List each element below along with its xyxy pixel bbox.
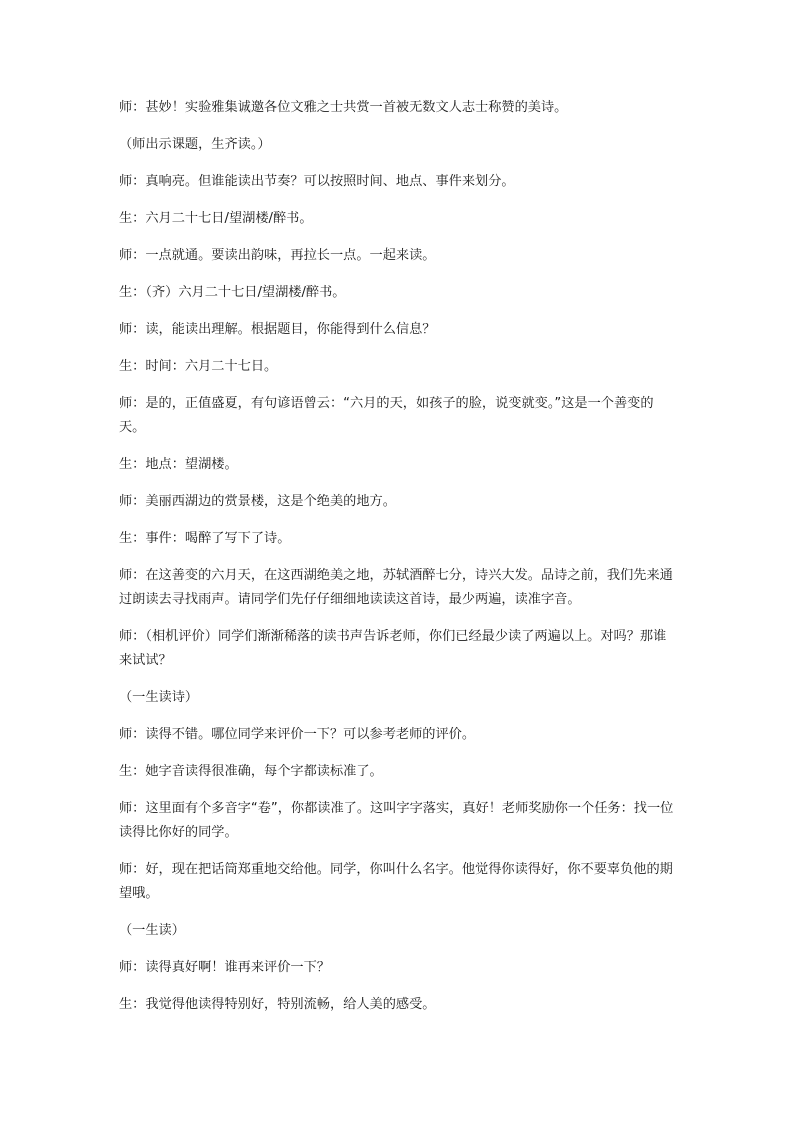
paragraph: （一生读诗） [119,690,199,705]
paragraph: 师：是的，正值盛夏，有句谚语曾云：“六月的天，如孩子的脸，说变就变。”这是一个善变的天。 [119,396,654,435]
paragraph: 生：六月二十七日/望湖楼/醉书。 [119,211,313,226]
paragraph: 师：读得真好啊！谁再来评价一下？ [119,960,330,975]
paragraph: 生：我觉得他读得特别好，特别流畅，给人美的感受。 [119,997,436,1012]
paragraph: （师出示课题，生齐读。） [119,137,271,152]
paragraph: 师：真响亮。但谁能读出节奏？可以按照时间、地点、事件来划分。 [119,174,515,189]
paragraph: 生：事件：喝醉了写下了诗。 [119,531,291,546]
paragraph: （一生读） [119,923,185,938]
document-body [119,96,679,1030]
paragraph: 师：（相机评价）同学们渐渐稀落的读书声告诉老师，你们已经最少读了两遍以上。对吗？那谁来试试？ [119,629,667,668]
paragraph: 师：一点就通。要读出韵味，再拉长一点。一起来读。 [119,248,436,263]
paragraph: 生：地点：望湖楼。 [119,457,238,472]
paragraph: 师：美丽西湖边的赏景楼，这是个绝美的地方。 [119,494,396,509]
paragraph: 师：在这善变的六月天，在这西湖绝美之地，苏轼酒醉七分，诗兴大发。品诗之前，我们先来通过朗读去寻找雨声。请同学们先仔仔细细地读读这首诗，最少两遍，读准字音。 [119,568,673,607]
paragraph: 师：读得不错。哪位同学来评价一下？可以参考老师的评价。 [119,727,476,742]
paragraph: 师：甚妙！实验雅集诚邀各位文雅之士共赏一首被无数文人志士称赞的美诗。 [119,100,568,115]
paragraph: 师：读，能读出理解。根据题目，你能得到什么信息？ [119,322,436,337]
paragraph: 师：好，现在把话筒郑重地交给他。同学，你叫什么名字。他觉得你读得好，你不要辜负他的期望哦。 [119,862,673,901]
paragraph: 生：（齐）六月二十七日/望湖楼/醉书。 [119,285,346,300]
paragraph: 师：这里面有个多音字“卷”，你都读准了。这叫字字落实，真好！老师奖励你一个任务：找一位读得比你好的同学。 [119,801,674,840]
paragraph: 生：时间：六月二十七日。 [119,359,278,374]
paragraph: 生：她字音读得很准确，每个字都读标准了。 [119,764,383,779]
